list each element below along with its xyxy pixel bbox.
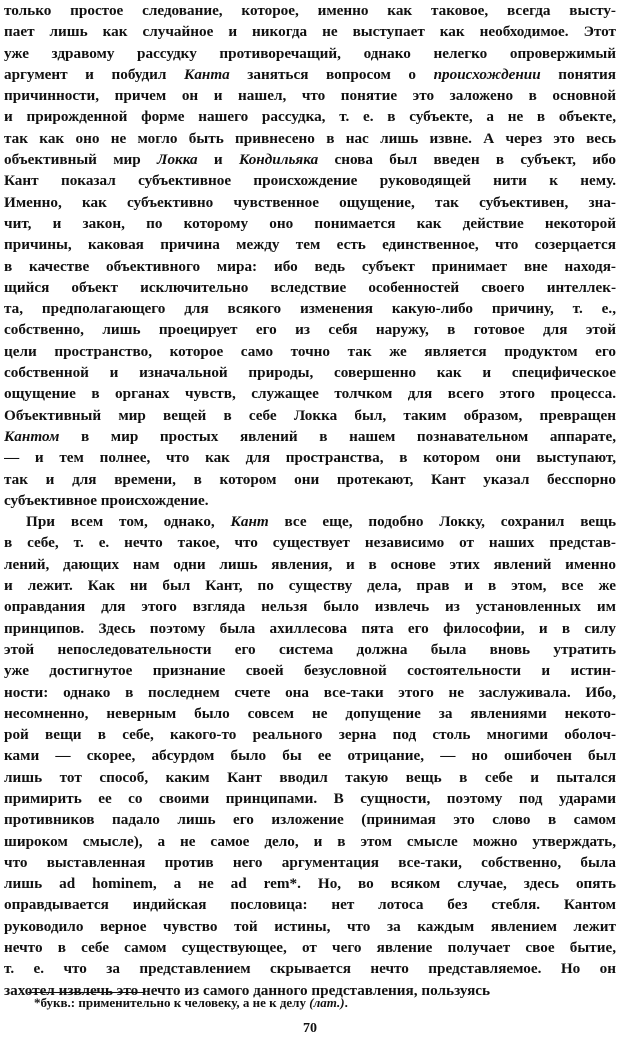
- text-line: противников падало лишь его изложение (принимая это слово в самом: [4, 811, 616, 829]
- text-segment: и: [197, 151, 239, 169]
- text-segment: заняться вопросом о: [229, 65, 434, 83]
- text-line: и прирожденной форме нашего рассудка, т. е. в субъекте, а не в объекте,: [4, 108, 616, 126]
- text-line: захотел извлечь это нечто из самого данного представления, пользуясь: [4, 981, 491, 999]
- text-line: рой вещи в себе, какого-то реального зерна под столь многими оболоч-: [4, 726, 616, 744]
- text-line: в качестве объективного мира: ибо ведь субъект принимает вне находя-: [4, 257, 616, 275]
- text-line: только простое следование, которое, именно как таковое, всегда высту-: [4, 2, 616, 19]
- text-line: лишь ad hominem, а не ad rem*. Но, во всяком случае, здесь опять: [4, 875, 616, 893]
- text-line: оправдывается индийская пословица: нет лотоса без стебля. Кантом: [4, 896, 616, 914]
- text-line: собственной и изначальной природы, совершенно как и специфическое: [4, 364, 616, 382]
- text-line: субъективное происхождение.: [4, 491, 209, 509]
- text-line: что выставленная против него аргументация все-таки, собственно, была: [4, 853, 616, 871]
- text-line: руководило верное чувство той истины, что за каждым явлением лежит: [4, 917, 616, 935]
- text-line: чит, и закон, по которому оно понимается как действие некоторой: [4, 214, 616, 232]
- text-line: ками — скорее, абсурдом было бы ее отрицание, — но ошибочен был: [4, 747, 616, 765]
- text-line: широком смысле), а не самое дело, и в этом смысле можно утверждать,: [4, 832, 616, 850]
- footnote-separator: [28, 992, 144, 993]
- text-line: уже здравому рассудку противоречащий, однако нелегко опровержимый: [4, 44, 616, 62]
- footnote: [34, 994, 348, 1011]
- italic-name: Кантом: [4, 427, 60, 445]
- italic-name: Кондильяка: [238, 151, 319, 169]
- text-line: этой непоследовательности его система должна была вновь утратить: [4, 640, 616, 658]
- text-line: так и для времени, в котором они протекают, Кант указал бесспорно: [4, 470, 616, 488]
- text-line: Объективный мир вещей в себе Локка был, таким образом, превращен: [4, 406, 616, 424]
- paragraph-1: [4, 0, 616, 511]
- text-line: ощущение в органах чувств, служащее толчком для всего этого процесса.: [4, 385, 616, 403]
- text-line: та, предполагающего для всякого изменения какую-либо причину, т. е.,: [4, 300, 616, 318]
- italic-name: происхождении: [433, 65, 541, 83]
- text-line: [4, 426, 616, 447]
- text-line: [4, 511, 616, 532]
- page-number: 70: [303, 1021, 317, 1036]
- text-segment: При всем том, однако,: [26, 513, 231, 531]
- text-line: оправдания для этого взгляда нельзя было извлечь из установленных им: [4, 598, 616, 616]
- book-page: [4, 0, 616, 1044]
- text-line: [4, 64, 616, 85]
- text-line: так как оно не могло быть привнесено в нас лишь извне. А через это весь: [4, 129, 616, 147]
- text-line: и лежит. Как ни был Кант, по существу дела, прав и в этом, все же: [4, 577, 616, 595]
- text-line: собственно, лишь проецирует его из себя наружу, в готовое для этой: [4, 321, 616, 339]
- text-line: лений, дающих нам одни лишь явления, и в основе этих явлений именно: [4, 555, 616, 573]
- footnote-text: *букв.: применительно к человеку, а не к делу: [34, 995, 306, 1010]
- footnote-tail: .: [344, 995, 348, 1010]
- text-line: цели пространство, которое само точно так же является продуктом его: [4, 342, 616, 360]
- text-segment: в мир простых явлений в нашем познавательном аппарате,: [59, 427, 616, 445]
- text-line: принципов. Здесь поэтому была ахиллесова пята его философии, и в силу: [4, 619, 616, 637]
- text-segment: снова был введен в субъект, ибо: [318, 151, 616, 169]
- italic-name: Кант: [230, 513, 269, 531]
- text-line: — и тем полнее, что как для пространства, в котором они выступают,: [4, 449, 616, 467]
- text-line: щийся объект исключительно вследствие особенностей своего интеллек-: [4, 278, 616, 296]
- text-segment: аргумент и побудил: [4, 65, 185, 83]
- text-line: уже достигнутое признание своей безусловной состоятельности и истин-: [4, 662, 616, 680]
- text-line: Именно, как субъективно чувственное ощущение, так субъективен, зна-: [4, 193, 616, 211]
- text-line: пает лишь как случайное и никогда не выступает как необходимое. Этот: [4, 23, 616, 41]
- text-line: в себе, т. е. нечто такое, что существует независимо от наших представ-: [4, 534, 616, 552]
- italic-name: Канта: [184, 65, 230, 83]
- footnote-language-note: (лат.): [309, 995, 345, 1010]
- text-line: несомненно, неверным было совсем не допущение за явлениями некото-: [4, 704, 616, 722]
- text-segment: все еще, подобно Локку, сохранил вещь: [268, 513, 616, 531]
- text-line: т. е. что за представлением скрывается нечто представляемое. Но он: [4, 960, 616, 978]
- text-line: причинности, причем он и нашел, что понятие это заложено в основной: [4, 87, 616, 105]
- text-line: нечто в себе самом существующее, от чего явление получает свое бытие,: [4, 939, 616, 957]
- text-line: причины, каковая причина между тем есть единственное, что созерцается: [4, 236, 616, 254]
- text-line: [4, 149, 616, 170]
- text-line: Кант показал субъективное происхождение руководящей нити к нему.: [4, 172, 616, 190]
- text-line: лишь тот способ, каким Кант вводил такую вещь в себе и пытался: [4, 768, 616, 786]
- paragraph-2: [4, 511, 616, 1001]
- italic-name: Локка: [157, 151, 198, 169]
- text-segment: объективный мир: [4, 151, 158, 169]
- text-segment: понятия: [540, 65, 616, 83]
- text-line: ности: однако в последнем счете она все-таки этого не заслуживала. Ибо,: [4, 683, 616, 701]
- text-line: примирить ее со своими принципами. В сущности, поэтому под ударами: [4, 789, 616, 807]
